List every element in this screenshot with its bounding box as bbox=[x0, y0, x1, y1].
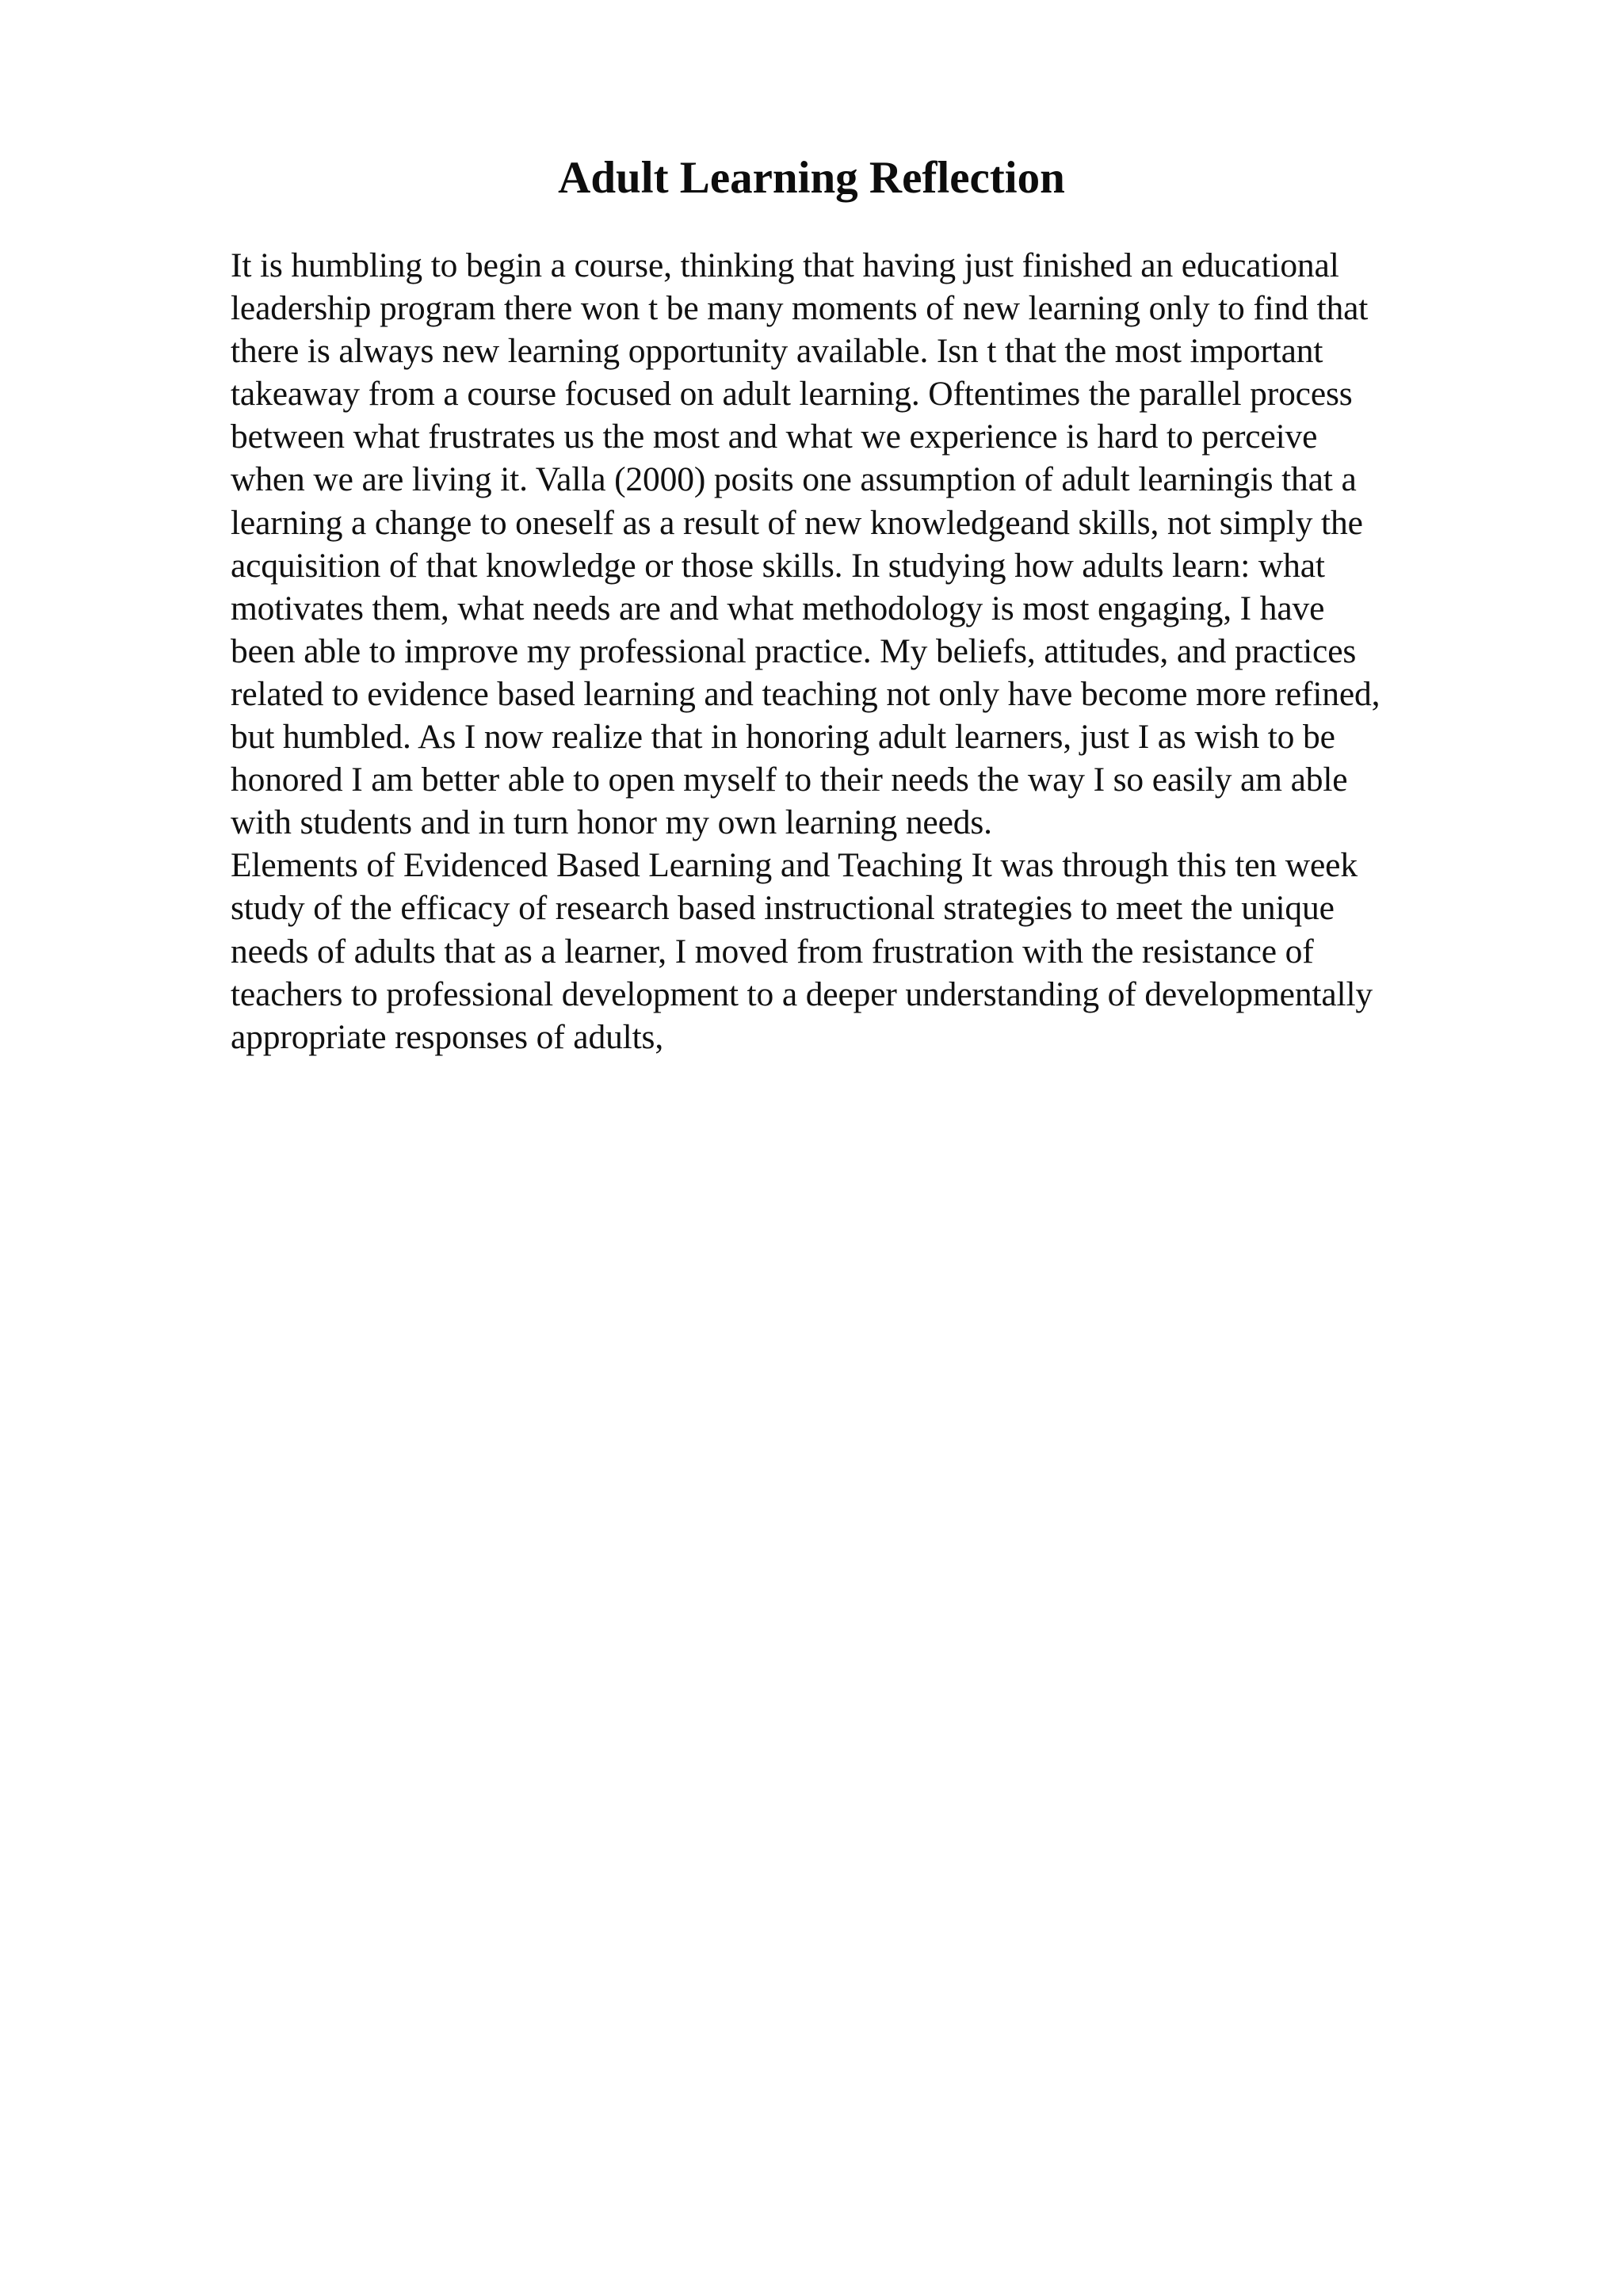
body-line: when we are living it. Valla (2000) posits one assumption of adult learningis that a bbox=[231, 460, 1357, 499]
body-line: Elements of Evidenced Based Learning and Teaching It was through this ten week bbox=[231, 846, 1358, 885]
body-line: with students and in turn honor my own learning needs. bbox=[231, 803, 992, 842]
body-line: study of the efficacy of research based instructional strategies to meet the unique bbox=[231, 889, 1335, 928]
body-line: needs of adults that as a learner, I moved from frustration with the resistance of bbox=[231, 932, 1314, 971]
body-line: It is humbling to begin a course, thinking that having just finished an educational bbox=[231, 246, 1339, 284]
document-title: Adult Learning Reflection bbox=[558, 153, 1065, 203]
body-line: acquisition of that knowledge or those skills. In studying how adults learn: what bbox=[231, 546, 1325, 585]
body-line: been able to improve my professional practice. My beliefs, attitudes, and practices bbox=[231, 631, 1357, 670]
body-line: teachers to professional development to a deeper understanding of developmentally bbox=[231, 974, 1373, 1013]
body-line: between what frustrates us the most and what we experience is hard to perceive bbox=[231, 418, 1318, 456]
body-line: leadership program there won t be many moments of new learning only to find that bbox=[231, 289, 1369, 328]
body-line: honored I am better able to open myself to their needs the way I so easily am able bbox=[231, 761, 1348, 799]
body-line: there is always new learning opportunity available. Isn t that the most important bbox=[231, 332, 1323, 371]
body-line: appropriate responses of adults, bbox=[231, 1017, 664, 1056]
body-line: related to evidence based learning and teaching not only have become more refined, bbox=[231, 674, 1381, 713]
body-line: but humbled. As I now realize that in honoring adult learners, just I as wish to be bbox=[231, 718, 1335, 757]
body-line: learning a change to oneself as a result of new knowledgeand skills, not simply the bbox=[231, 503, 1363, 542]
document-body bbox=[231, 244, 1499, 1058]
body-line: takeaway from a course focused on adult learning. Oftentimes the parallel process bbox=[231, 375, 1353, 414]
body-line: motivates them, what needs are and what methodology is most engaging, I have bbox=[231, 589, 1325, 627]
